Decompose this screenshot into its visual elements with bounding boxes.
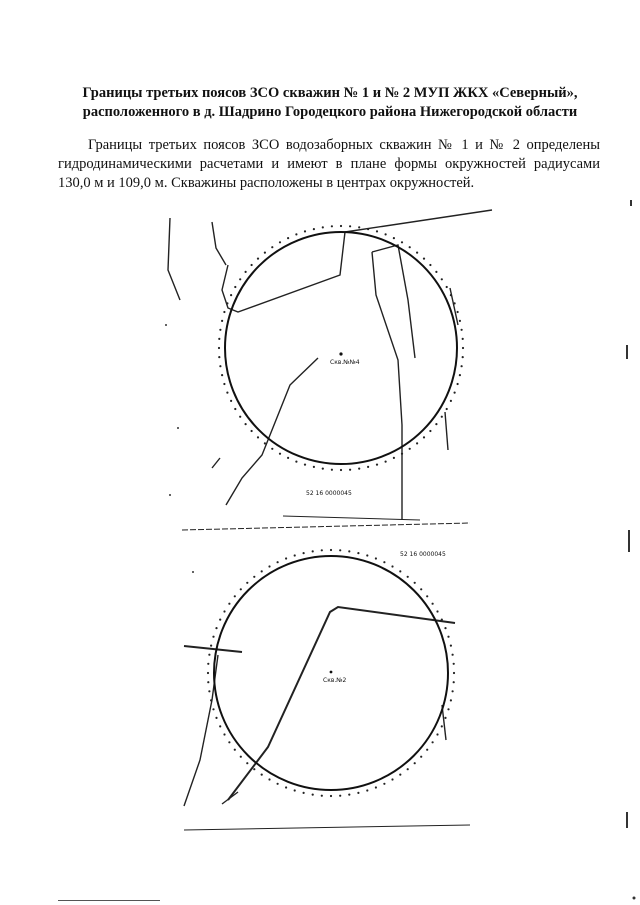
boundary-point-marker xyxy=(416,442,418,444)
boundary-point-marker xyxy=(234,408,236,410)
boundary-point-marker xyxy=(246,582,248,584)
scan-mark xyxy=(626,812,628,828)
boundary-point-marker xyxy=(330,795,332,797)
boundary-point-marker xyxy=(279,453,281,455)
boundary-point-marker xyxy=(432,741,434,743)
boundary-point-marker xyxy=(322,468,324,470)
top-map-boundary-line xyxy=(212,222,226,265)
boundary-point-marker xyxy=(234,286,236,288)
scan-mark xyxy=(633,897,636,900)
boundary-point-marker xyxy=(257,436,259,438)
boundary-point-marker xyxy=(444,717,446,719)
well-2-marker xyxy=(330,671,333,674)
top-map-boundary-line xyxy=(372,252,402,520)
boundary-point-marker xyxy=(219,329,221,331)
boundary-point-marker xyxy=(215,627,217,629)
boundary-point-marker xyxy=(414,582,416,584)
scan-mark xyxy=(169,494,171,496)
boundary-point-marker xyxy=(393,237,395,239)
boundary-point-marker xyxy=(349,225,351,227)
bottom-map-cadastral-label: 52 16 0000045 xyxy=(400,551,446,558)
boundary-point-marker xyxy=(221,320,223,322)
boundary-point-marker xyxy=(446,286,448,288)
boundary-point-marker xyxy=(261,570,263,572)
boundary-point-marker xyxy=(257,258,259,260)
boundary-point-marker xyxy=(277,783,279,785)
boundary-point-marker xyxy=(240,756,242,758)
bottom-map-boundary-line xyxy=(184,646,242,652)
boundary-point-marker xyxy=(234,595,236,597)
boundary-point-marker xyxy=(251,430,253,432)
boundary-point-marker xyxy=(457,311,459,313)
boundary-point-marker xyxy=(450,294,452,296)
boundary-point-marker xyxy=(226,302,228,304)
boundary-point-marker xyxy=(375,786,377,788)
top-map-boundary-line xyxy=(212,458,220,468)
boundary-point-marker xyxy=(287,457,289,459)
footer-rule xyxy=(58,900,160,901)
scan-mark xyxy=(165,324,167,326)
boundary-point-marker xyxy=(279,241,281,243)
boundary-point-marker xyxy=(423,436,425,438)
boundary-point-marker xyxy=(401,241,403,243)
boundary-point-marker xyxy=(339,549,341,551)
boundary-point-marker xyxy=(223,383,225,385)
boundary-point-marker xyxy=(391,565,393,567)
boundary-point-marker xyxy=(264,442,266,444)
scan-mark xyxy=(628,530,630,552)
boundary-point-marker xyxy=(429,264,431,266)
boundary-point-marker xyxy=(385,461,387,463)
boundary-point-marker xyxy=(294,554,296,556)
top-map-boundary-line xyxy=(345,210,492,232)
boundary-point-marker xyxy=(221,374,223,376)
boundary-point-marker xyxy=(367,228,369,230)
bottom-map-boundary-line xyxy=(222,792,238,804)
boundary-point-marker xyxy=(223,610,225,612)
boundary-point-marker xyxy=(253,768,255,770)
boundary-point-marker xyxy=(349,469,351,471)
boundary-point-marker xyxy=(435,271,437,273)
bottom-map-boundary-line xyxy=(184,655,218,806)
boundary-point-marker xyxy=(207,681,209,683)
boundary-point-marker xyxy=(414,762,416,764)
boundary-point-marker xyxy=(436,610,438,612)
scan-mark xyxy=(626,345,628,359)
boundary-point-marker xyxy=(459,374,461,376)
boundary-point-marker xyxy=(218,347,220,349)
boundary-point-marker xyxy=(376,464,378,466)
boundary-point-marker xyxy=(452,690,454,692)
boundary-point-marker xyxy=(444,627,446,629)
boundary-point-marker xyxy=(239,278,241,280)
boundary-point-marker xyxy=(207,672,209,674)
boundary-point-marker xyxy=(450,400,452,402)
boundary-point-marker xyxy=(251,264,253,266)
boundary-point-marker xyxy=(210,699,212,701)
boundary-point-marker xyxy=(348,550,350,552)
boundary-point-marker xyxy=(321,549,323,551)
boundary-point-marker xyxy=(223,733,225,735)
boundary-point-marker xyxy=(409,448,411,450)
top-map-boundary-line xyxy=(222,232,345,312)
boundary-point-marker xyxy=(459,320,461,322)
boundary-point-marker xyxy=(230,400,232,402)
boundary-point-marker xyxy=(294,789,296,791)
title-line-2: расположенного в д. Шадрино Городецкого района Нижегородской области xyxy=(82,104,578,120)
boundary-point-marker xyxy=(312,794,314,796)
boundary-point-marker xyxy=(375,557,377,559)
boundary-point-marker xyxy=(385,233,387,235)
scan-mark xyxy=(192,571,194,573)
boundary-point-marker xyxy=(401,453,403,455)
boundary-point-marker xyxy=(441,416,443,418)
boundary-point-marker xyxy=(358,226,360,228)
boundary-point-marker xyxy=(264,252,266,254)
boundary-point-marker xyxy=(366,554,368,556)
boundary-point-marker xyxy=(271,246,273,248)
boundary-point-marker xyxy=(348,794,350,796)
boundary-point-marker xyxy=(312,550,314,552)
boundary-point-marker xyxy=(277,561,279,563)
well-1-marker xyxy=(339,352,342,355)
boundary-point-marker xyxy=(303,552,305,554)
boundary-point-marker xyxy=(447,636,449,638)
boundary-point-marker xyxy=(462,338,464,340)
boundary-point-marker xyxy=(453,663,455,665)
top-map-boundary-line xyxy=(226,358,318,505)
bottom-map-boundary-line xyxy=(228,607,455,800)
boundary-point-marker xyxy=(219,365,221,367)
boundary-point-marker xyxy=(304,230,306,232)
boundary-point-marker xyxy=(295,233,297,235)
boundary-point-marker xyxy=(239,416,241,418)
bottom-rule-line xyxy=(184,825,470,830)
boundary-point-marker xyxy=(218,338,220,340)
boundary-point-marker xyxy=(450,645,452,647)
boundary-point-marker xyxy=(287,237,289,239)
top-map-boundary-line xyxy=(445,412,448,450)
map-separator-line xyxy=(283,516,420,520)
boundary-point-marker xyxy=(212,708,214,710)
boundary-point-marker xyxy=(420,756,422,758)
boundary-point-marker xyxy=(383,561,385,563)
boundary-point-marker xyxy=(240,588,242,590)
boundary-point-marker xyxy=(219,725,221,727)
title-line-1: Границы третьих поясов ЗСО скважин № 1 и № 2 МУП ЖКХ «Северный», xyxy=(82,85,578,101)
boundary-point-marker xyxy=(304,464,306,466)
boundary-point-marker xyxy=(268,565,270,567)
boundary-point-marker xyxy=(407,576,409,578)
boundary-point-marker xyxy=(376,230,378,232)
boundary-point-marker xyxy=(446,408,448,410)
boundary-point-marker xyxy=(208,690,210,692)
boundary-point-marker xyxy=(223,311,225,313)
boundary-point-marker xyxy=(285,557,287,559)
boundary-point-marker xyxy=(426,595,428,597)
boundary-point-marker xyxy=(450,699,452,701)
scan-mark xyxy=(630,200,632,206)
well-2-label: Скв.№2 xyxy=(323,677,347,684)
boundary-point-marker xyxy=(321,795,323,797)
boundary-point-marker xyxy=(453,681,455,683)
boundary-point-marker xyxy=(330,549,332,551)
boundary-point-marker xyxy=(436,733,438,735)
boundary-point-marker xyxy=(357,552,359,554)
body-paragraph: Границы третьих поясов ЗСО водозаборных скважин № 1 и № 2 определены гидродинамическими расчетами и имеют в плане формы окружностей радиусами 130,0 м и 109,0 м. Скважины расположены в центрах окружностей. xyxy=(58,137,600,191)
boundary-point-marker xyxy=(215,717,217,719)
boundary-point-marker xyxy=(268,778,270,780)
boundary-point-marker xyxy=(409,246,411,248)
boundary-point-marker xyxy=(462,347,464,349)
boundary-point-marker xyxy=(429,430,431,432)
boundary-point-marker xyxy=(261,774,263,776)
boundary-point-marker xyxy=(228,741,230,743)
boundary-point-marker xyxy=(218,356,220,358)
boundary-point-marker xyxy=(366,789,368,791)
boundary-point-marker xyxy=(462,356,464,358)
boundary-point-marker xyxy=(245,271,247,273)
boundary-point-marker xyxy=(358,468,360,470)
boundary-point-marker xyxy=(420,588,422,590)
boundary-point-marker xyxy=(399,774,401,776)
boundary-point-marker xyxy=(441,725,443,727)
boundary-point-marker xyxy=(393,457,395,459)
boundary-point-marker xyxy=(357,792,359,794)
boundary-point-marker xyxy=(212,636,214,638)
boundary-point-marker xyxy=(407,768,409,770)
top-map-cadastral-label: 52 16 0000045 xyxy=(306,490,352,497)
boundary-point-marker xyxy=(331,469,333,471)
boundary-point-marker xyxy=(207,663,209,665)
boundary-point-marker xyxy=(230,294,232,296)
well-1-label: Скв.№№4 xyxy=(330,359,360,366)
boundary-point-marker xyxy=(219,619,221,621)
boundary-point-marker xyxy=(340,469,342,471)
boundary-point-marker xyxy=(435,423,437,425)
top-map-boundary-line xyxy=(168,218,180,300)
boundary-point-marker xyxy=(367,466,369,468)
boundary-point-marker xyxy=(208,654,210,656)
scan-mark xyxy=(177,427,179,429)
boundary-point-marker xyxy=(210,645,212,647)
boundary-point-marker xyxy=(313,228,315,230)
map-separator-line xyxy=(182,523,470,530)
boundary-point-marker xyxy=(441,619,443,621)
boundary-point-marker xyxy=(331,225,333,227)
boundary-point-marker xyxy=(246,762,248,764)
boundary-point-marker xyxy=(234,749,236,751)
boundary-point-marker xyxy=(295,461,297,463)
boundary-point-marker xyxy=(432,603,434,605)
boundary-point-marker xyxy=(245,423,247,425)
boundary-point-marker xyxy=(423,258,425,260)
boundary-point-marker xyxy=(313,466,315,468)
boundary-point-marker xyxy=(461,365,463,367)
boundary-point-marker xyxy=(452,654,454,656)
boundary-point-marker xyxy=(416,252,418,254)
boundary-point-marker xyxy=(271,448,273,450)
boundary-point-marker xyxy=(228,603,230,605)
boundary-point-marker xyxy=(226,392,228,394)
boundary-point-marker xyxy=(441,278,443,280)
boundary-point-marker xyxy=(322,226,324,228)
boundary-point-marker xyxy=(457,383,459,385)
boundary-point-marker xyxy=(253,576,255,578)
boundary-point-marker xyxy=(454,302,456,304)
boundary-point-marker xyxy=(454,392,456,394)
boundary-point-marker xyxy=(303,792,305,794)
boundary-point-marker xyxy=(340,225,342,227)
boundary-point-marker xyxy=(339,795,341,797)
boundary-point-marker xyxy=(391,778,393,780)
boundary-point-marker xyxy=(461,329,463,331)
boundary-point-marker xyxy=(399,570,401,572)
boundary-point-marker xyxy=(453,672,455,674)
boundary-point-marker xyxy=(447,708,449,710)
boundary-point-marker xyxy=(383,783,385,785)
boundary-point-marker xyxy=(285,786,287,788)
boundary-point-marker xyxy=(426,749,428,751)
